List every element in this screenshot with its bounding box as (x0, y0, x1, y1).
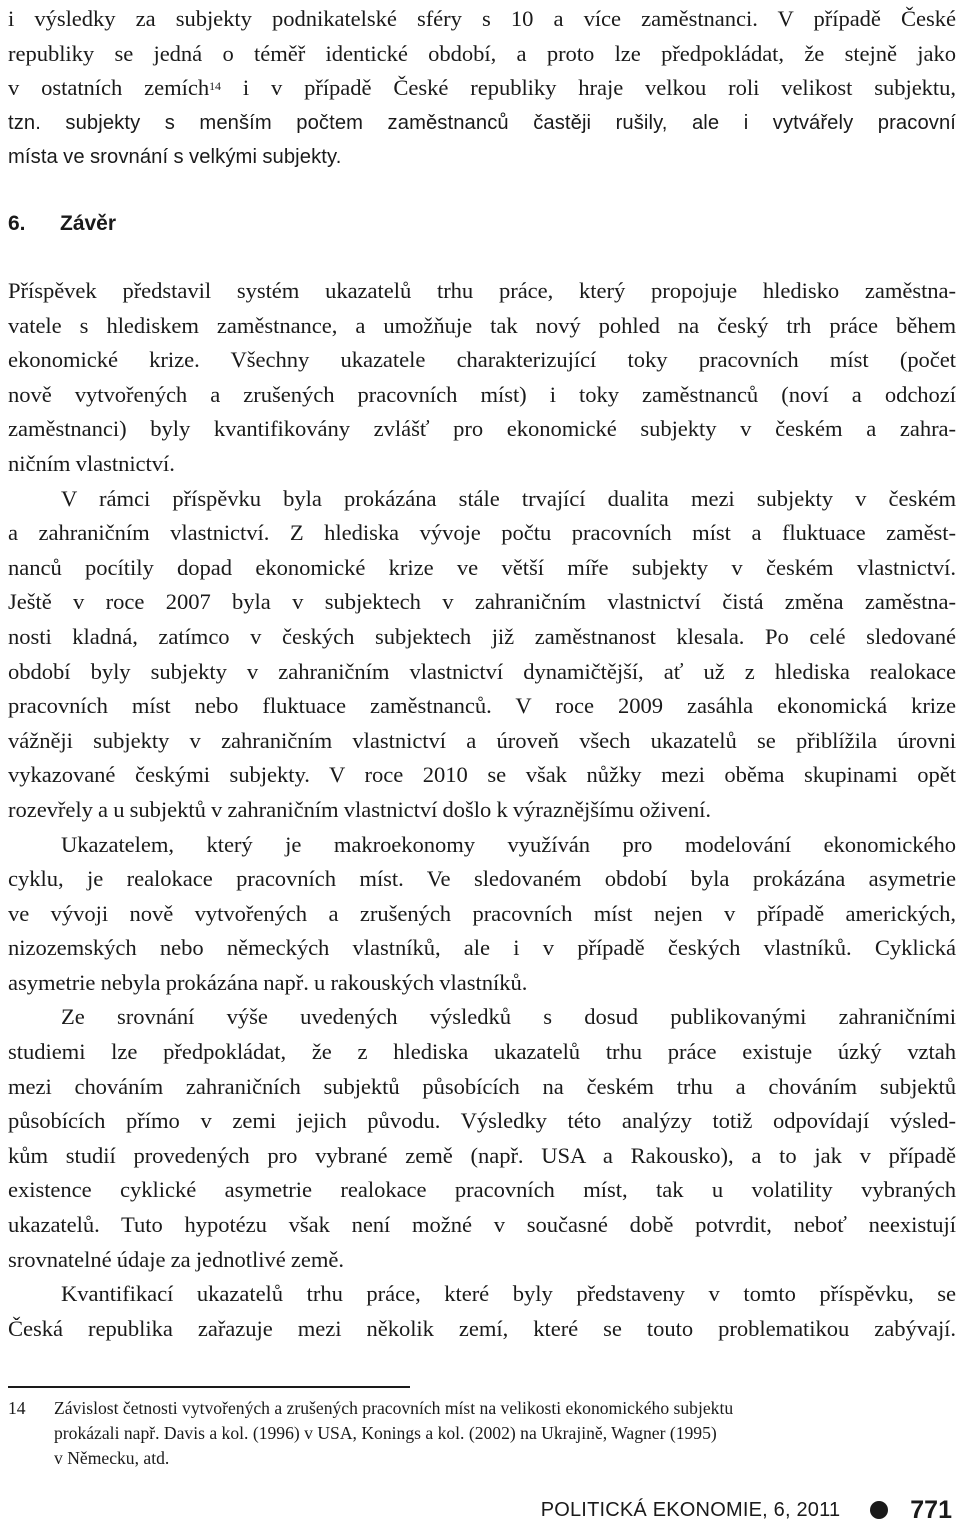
text-line: působících přímo v zemi jejich původu. Výsledky této analýzy totiž odpovídají výsled- (8, 1108, 956, 1134)
footnote (8, 1396, 956, 1471)
text-line: ekonomické krize. Všechny ukazatele charakterizující toky pracovních míst (počet (8, 347, 956, 373)
text-line: cyklu, je realokace pracovních míst. Ve sledovaném období byla prokázána asymetrie (8, 866, 956, 892)
text-line: Příspěvek představil systém ukazatelů trhu práce, který propojuje hledisko zaměstna- (8, 278, 956, 303)
text-line: nanců pocítily dopad ekonomické krize ve větší míře subjekty v českém vlastnictví. (8, 554, 956, 580)
footnote-divider (8, 1386, 410, 1388)
text-line: srovnatelné údaje za jednotlivé země. (8, 1246, 344, 1272)
footnote-line: prokázali např. Davis a kol. (1996) v USA, Konings a kol. (2002) na Ukrajině, Wagner (1995) (54, 1423, 717, 1443)
text-line (8, 71, 956, 106)
section-number: 6. (8, 212, 26, 235)
text-line: zaměstnanci) byly kvantifikovány zvlášť pro ekonomické subjekty v českém a zahra- (8, 416, 956, 442)
text-line: Ještě v roce 2007 byla v subjektech v zahraničním vlastnictví čistá změna zaměstna- (8, 589, 956, 615)
text-fragment: i v případě České republiky hraje velkou roli velikost subjektu, (220, 75, 956, 101)
text-line: ukazatelů. Tuto hypotézu však není možné v současné době potvrdit, neboť neexistují (8, 1212, 956, 1238)
intro-paragraph (8, 2, 956, 175)
text-line: vykazované českými subjekty. V roce 2010 se však nůžky mezi oběma skupinami opět (8, 762, 956, 788)
journal-name: POLITICKÁ EKONOMIE, 6, 2011 (540, 1498, 841, 1521)
page-number: 771 (910, 1495, 952, 1524)
text-line: ničním vlastnictví. (8, 450, 175, 476)
section-heading (8, 212, 116, 236)
text-line: nosti kladná, zatímco v českých subjektech již zaměstnanost klesala. Po celé sledované (8, 623, 956, 649)
text-line: republiky se jedná o téměř identické období, a proto lze předpokládat, že stejně jako (8, 40, 956, 66)
text-line: nově vytvořených a zrušených pracovních míst) i toky zaměstnanců (noví a odchozí (8, 381, 956, 407)
text-line: rozevřely a u subjektů v zahraničním vlastnictví došlo k výraznějšímu oživení. (8, 796, 711, 822)
footnote-line: Závislost četnosti vytvořených a zrušených pracovních míst na velikosti ekonomického subjektu (54, 1398, 734, 1418)
bullet-icon (870, 1501, 888, 1519)
text-line: tzn. subjekty s menším počtem zaměstnanců častěji rušily, ale i vytvářely pracovní (8, 111, 956, 134)
footnote-reference[interactable]: 14 (209, 79, 221, 94)
text-line: místa ve srovnání s velkými subjekty. (8, 146, 342, 169)
text-line: existence cyklické asymetrie realokace pracovních míst, tak u volatility vybraných (8, 1177, 956, 1203)
text-line: mezi chováním zahraničních subjektů působících na českém trhu a chováním subjektů (8, 1073, 956, 1099)
conclusion-text (8, 274, 956, 1346)
text-line: ve vývoji nově vytvořených a zrušených pracovních míst nejen v případě amerických, (8, 900, 956, 926)
section-title: Závěr (60, 212, 117, 235)
text-line: Ze srovnání výše uvedených výsledků s dosud publikovanými zahraničními (61, 1004, 956, 1030)
text-line: studiemi lze předpokládat, že z hlediska ukazatelů trhu práce existuje úzký vztah (8, 1039, 956, 1065)
text-line: vatele s hlediskem zaměstnance, a umožňuje tak nový pohled na český trh práce během (8, 312, 956, 338)
text-fragment: v ostatních zemích (8, 75, 210, 101)
footnote-line: v Německu, atd. (54, 1448, 170, 1468)
text-line: asymetrie nebyla prokázána např. u rakouských vlastníků. (8, 969, 528, 995)
footnote-number: 14 (8, 1398, 26, 1418)
text-line: vážněji subjekty v zahraničním vlastnictví a úroveň všech ukazatelů se přiblížila úrovni (8, 727, 956, 753)
page-footer (541, 1490, 952, 1530)
text-line: období byly subjekty v zahraničním vlastnictví dynamičtější, ať už z hlediska realokace (8, 658, 956, 684)
text-line: Ukazatelem, který je makroekonomy využíván pro modelování ekonomického (61, 831, 956, 857)
text-line: kům studií provedených pro vybrané země (např. USA a Rakousko), a to jak v případě (8, 1142, 956, 1168)
text-line: Kvantifikací ukazatelů trhu práce, které byly představeny v tomto příspěvku, se (61, 1281, 956, 1307)
text-line: a zahraničním vlastnictví. Z hlediska vývoje počtu pracovních míst a fluktuace zaměst- (8, 520, 956, 546)
text-line: Česká republika zařazuje mezi několik zemí, které se touto problematikou zabývají. (8, 1315, 956, 1341)
text-line: pracovních míst nebo fluktuace zaměstnanců. V roce 2009 zasáhla ekonomická krize (8, 693, 956, 719)
text-line: i výsledky za subjekty podnikatelské sféry s 10 a více zaměstnanci. V případě České (8, 6, 956, 31)
text-line: V rámci příspěvku byla prokázána stále trvající dualita mezi subjekty v českém (61, 485, 956, 511)
text-line: nizozemských nebo německých vlastníků, ale i v případě českých vlastníků. Cyklická (8, 935, 956, 961)
